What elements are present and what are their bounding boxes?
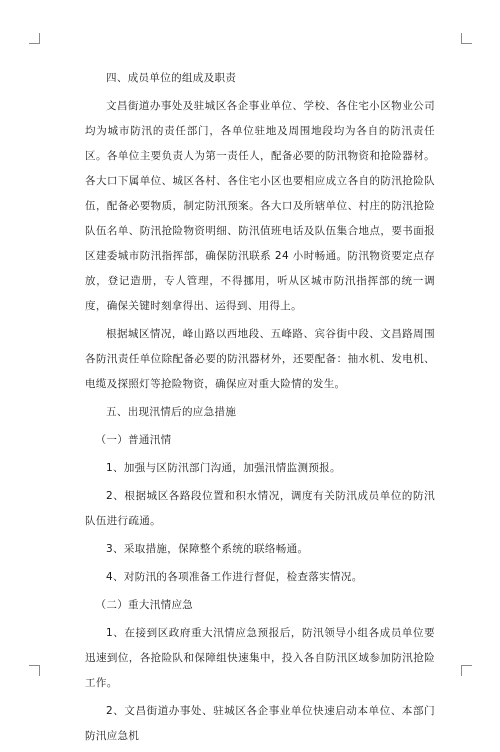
list-item-major-1: 1、在接到区政府重大汛情应急预报后，防汛领导小组各成员单位要迅速到位，各抢险队和保障组快速集中，投入各自防汛区域参加防汛抢险工作。 — [85, 627, 435, 689]
subheading-normal-flood: （一）普通汛情 — [95, 434, 172, 446]
section-heading-members: 四、成员单位的组成及职责 — [106, 72, 237, 84]
list-item-major-2: 2、文昌街道办事处、驻城区各企事业单位快速启动本单位、本部门防汛应急机 — [85, 705, 435, 742]
crop-mark-bottom-right — [461, 665, 472, 676]
crop-mark-top-left — [29, 33, 40, 44]
crop-mark-bottom-left — [29, 665, 40, 676]
document-body — [85, 66, 435, 752]
list-item-2: 2、根据城区各路段位置和积水情况，调度有关防汛成员单位的防汛队伍进行疏通。 — [85, 490, 435, 527]
list-item-3: 3、采取措施，保障整个系统的联络畅通。 — [106, 543, 309, 555]
paragraph-equipment: 根据城区情况，峰山路以西地段、五峰路、宾谷街中段、文昌路周围各防汛责任单位除配备必要的防汛器材外，还要配备：抽水机、发电机、电缆及探照灯等抢险物资，确保应对重大险情的发生。 — [85, 328, 435, 390]
subheading-major-flood: （二）重大汛情应急 — [95, 599, 194, 611]
crop-mark-top-right — [461, 33, 472, 44]
list-item-4: 4、对防汛的各项准备工作进行督促，检查落实情况。 — [106, 571, 363, 583]
list-item-1: 1、加强与区防汛部门沟通，加强汛情监测预报。 — [106, 462, 341, 474]
section-heading-emergency: 五、出现汛情后的应急措施 — [106, 406, 237, 418]
paragraph-responsibilities: 文昌街道办事处及驻城区各企事业单位、学校、各住宅小区物业公司均为城市防汛的责任部门，各单位驻地及周围地段均为各自的防汛责任区。各单位主要负责人为第一责任人，配备必要的防汛物资和抢险器材。各大口下属单位、城区各村、各住宅小区也要相应成立各自的防汛抢险队伍，配备必要物质，制定防汛预案。各大口及所辖单位、村庄的防汛抢险队伍名单、防汛抢险物资明细、防汛值班电话及队伍集合地点，要书面报区建委城市防汛指挥部，确保防汛联系 24 小时畅通。防汛物资要定点存放，登记造册，专人管理，不得挪用，听从区城市防汛指挥部的统一调度，确保关键时刻拿得出、运得到、用得上。 — [85, 100, 435, 312]
